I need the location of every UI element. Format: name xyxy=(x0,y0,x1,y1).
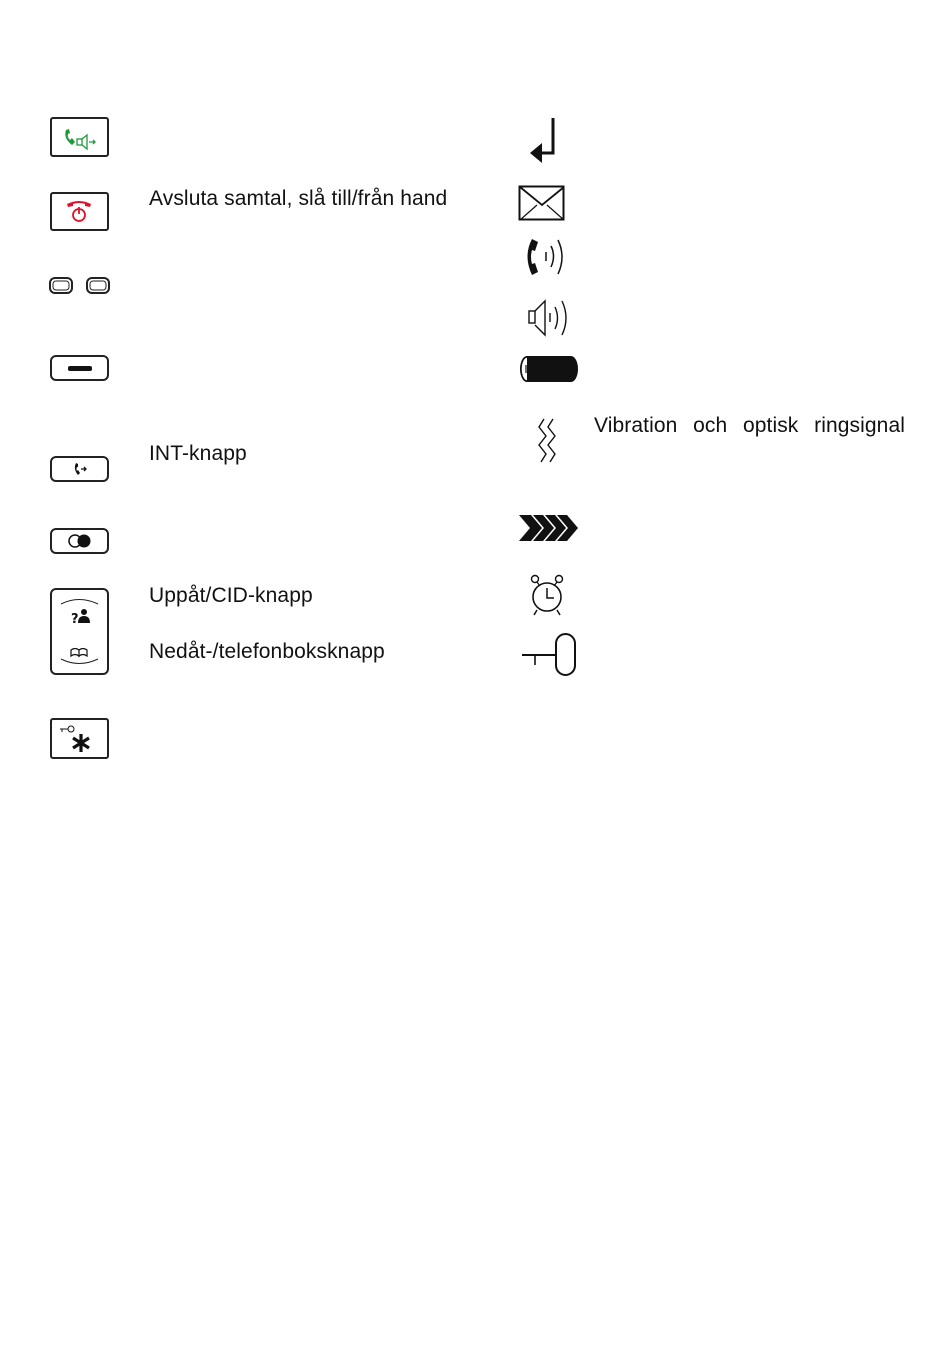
battery-icon xyxy=(519,355,579,383)
svg-text:?: ? xyxy=(71,612,79,627)
end-call-key-label: Avsluta samtal, slå till/från hand xyxy=(149,187,448,210)
chevrons-icon xyxy=(518,514,580,542)
up-cid-key-label: Uppåt/CID-knapp xyxy=(149,584,313,607)
ringing-handset-icon xyxy=(522,236,568,278)
r-key-icon xyxy=(50,528,109,554)
int-key-label: INT-knapp xyxy=(149,442,247,465)
vibration-label-word: Vibration xyxy=(594,414,678,437)
alarm-clock-icon xyxy=(528,573,566,618)
navigation-key-icon xyxy=(50,588,109,675)
vibration-label-word: ringsignal xyxy=(814,414,905,437)
speaker-icon xyxy=(526,298,572,338)
return-arrow-icon xyxy=(526,116,566,171)
vibration-label-word: och xyxy=(693,414,728,437)
soft-keys-icon xyxy=(48,276,112,296)
envelope-icon xyxy=(518,185,566,222)
vibration-label-word: optisk xyxy=(742,414,799,437)
star-keylock-key-icon xyxy=(50,718,109,759)
end-call-power-key-icon xyxy=(50,192,109,231)
vibration-icon xyxy=(536,416,564,464)
down-phonebook-key-label: Nedåt-/telefonboksknapp xyxy=(149,640,385,663)
minus-key-icon xyxy=(50,355,109,381)
int-key-icon xyxy=(50,456,109,482)
handsfree-talk-key-icon xyxy=(50,117,109,157)
vibration-label xyxy=(594,413,905,439)
key-lock-icon xyxy=(519,632,579,677)
